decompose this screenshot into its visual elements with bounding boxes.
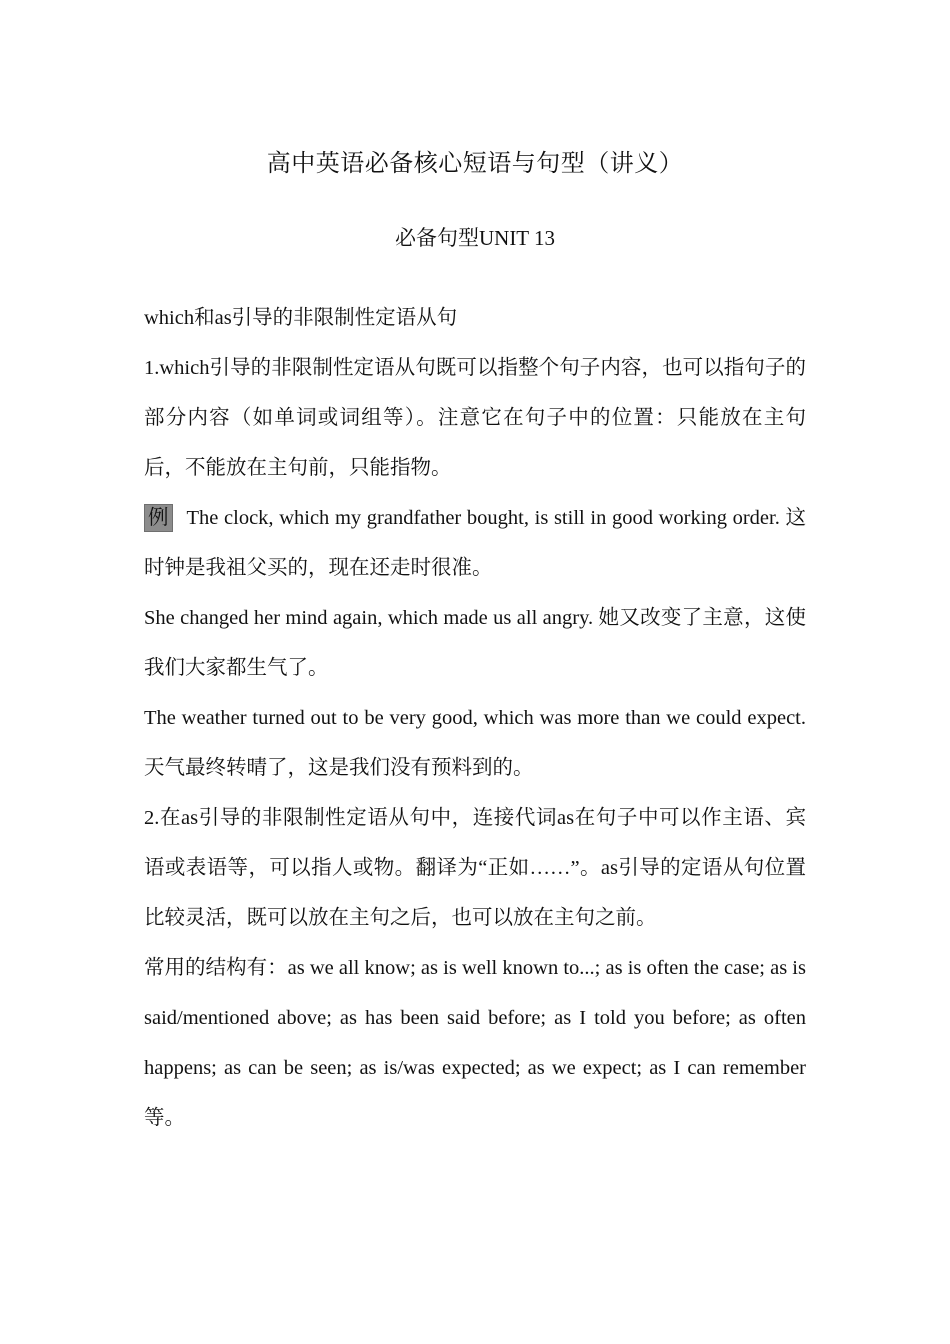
document-body <box>144 293 806 1143</box>
example-2-paragraph: She changed her mind again, which made us all angry. 她又改变了主意，这使我们大家都生气了。 <box>144 607 806 679</box>
example-1-paragraph <box>144 493 806 593</box>
section-heading: which和as引导的非限制性定语从句 <box>144 307 458 329</box>
common-structures-paragraph: 常用的结构有：as we all know; as is well known to...; as is often the case; as is said/mentioned above; as has been said before; as I told you before; as often happens; as can be seen; as is/was expected; as we expect; as I can remember等。 <box>144 957 806 1129</box>
example-1-text: The clock, which my grandfather bought, is still in good working order. 这时钟是我祖父买的，现在还走时很准。 <box>144 507 806 579</box>
point-2-paragraph: 2.在as引导的非限制性定语从句中，连接代词as在句子中可以作主语、宾语或表语等，可以指人或物。翻译为“正如……”。as引导的定语从句位置比较灵活，既可以放在主句之后，也可以放在主句之前。 <box>144 807 806 929</box>
page-subtitle: 必备句型UNIT 13 <box>394 226 556 250</box>
point-1-paragraph: 1.which引导的非限制性定语从句既可以指整个句子内容，也可以指句子的部分内容（如单词或词组等）。注意它在句子中的位置：只能放在主句后，不能放在主句前，只能指物。 <box>144 357 806 479</box>
page-title: 高中英语必备核心短语与句型（讲义） <box>266 151 684 177</box>
example-3-paragraph: The weather turned out to be very good, which was more than we could expect. 天气最终转晴了，这是我们没有预料到的。 <box>144 707 806 779</box>
example-tag: 例 <box>144 504 173 532</box>
